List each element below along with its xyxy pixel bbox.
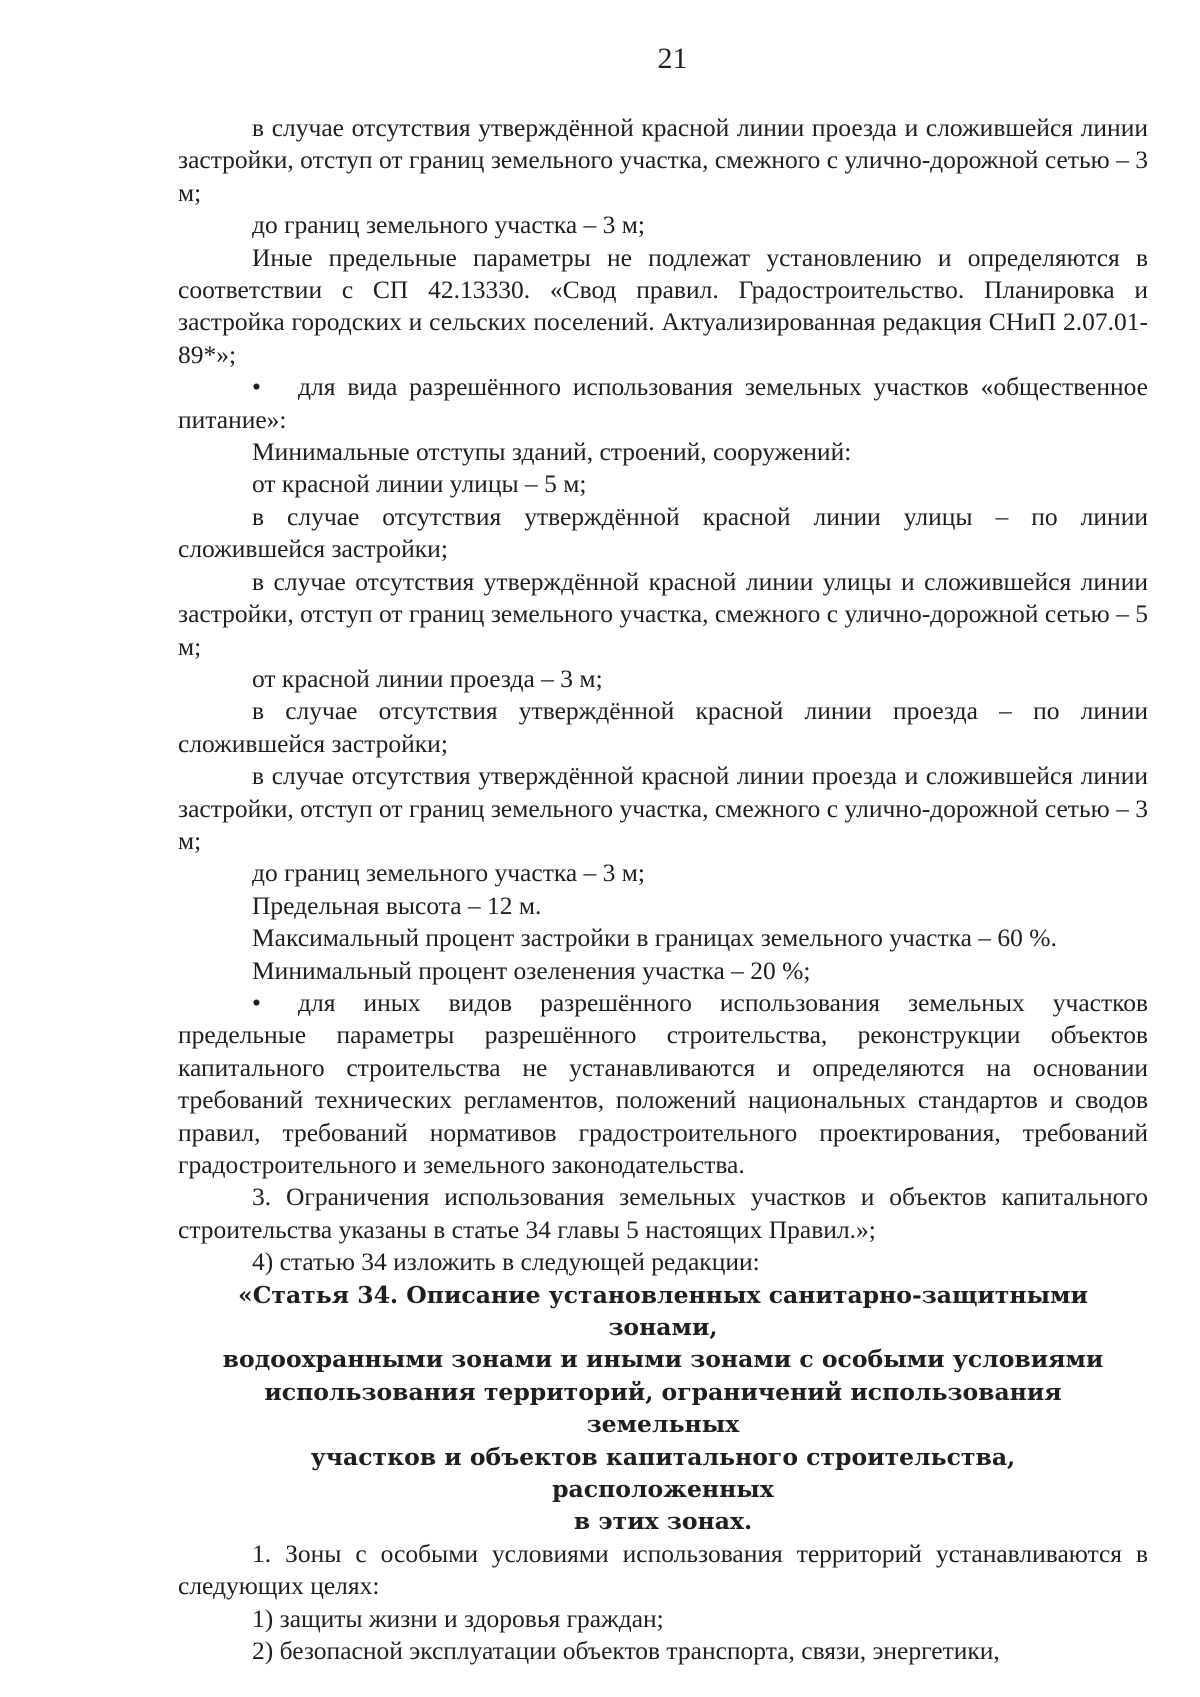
paragraph: 1. Зоны с особыми условиями использования территорий устанавливаются в следующих целях: bbox=[178, 1538, 1148, 1601]
article-heading bbox=[178, 1279, 1148, 1538]
heading-line: использования территорий, ограничений использования земельных bbox=[264, 1377, 1062, 1439]
paragraph: до границ земельного участка – 3 м; bbox=[252, 858, 646, 888]
paragraph: 4) статью 34 изложить в следующей редакции: bbox=[252, 1247, 760, 1277]
paragraph: Предельная высота – 12 м. bbox=[252, 890, 542, 920]
bullet-text: для иных видов разрешённого использования земельных участков предельные параметры разрешённого строительства, реконструкции объектов капитального строительства не устанавливаются и определяются на основании требований технических регламентов, положений национальных стандартов и сводов правил, требований нормативов градостроительного проектирования, требований градостроительного и земельного законодательства. bbox=[178, 987, 1148, 1179]
paragraph: в случае отсутствия утверждённой красной линии проезда и сложившейся линии застройки, отступ от границ земельного участка, смежного с улично-дорожной сетью – 3 м; bbox=[178, 113, 1148, 207]
paragraph: в случае отсутствия утверждённой красной линии проезда и сложившейся линии застройки, отступ от границ земельного участка, смежного с улично-дорожной сетью – 3 м; bbox=[178, 761, 1148, 855]
paragraph: в случае отсутствия утверждённой красной линии улицы и сложившейся линии застройки, отступ от границ земельного участка, смежного с улично-дорожной сетью – 5 м; bbox=[178, 566, 1148, 661]
bullet-item bbox=[178, 371, 1148, 436]
paragraph: 2) безопасной эксплуатации объектов транспорта, связи, энергетики, bbox=[252, 1636, 1000, 1666]
paragraph: Минимальный процент озеленения участка – 20 %; bbox=[252, 955, 811, 985]
bullet-icon: • bbox=[252, 987, 261, 1017]
paragraph: 1) защиты жизни и здоровья граждан; bbox=[252, 1603, 664, 1633]
bullet-icon: • bbox=[252, 372, 261, 402]
heading-line: водоохранными зонами и иными зонами с особыми условиями bbox=[222, 1345, 1104, 1374]
heading-line: «Статья 34. Описание установленных санитарно-защитными зонами, bbox=[238, 1280, 1088, 1342]
paragraph: от красной линии проезда – 3 м; bbox=[252, 663, 603, 693]
document-body bbox=[178, 112, 1148, 1668]
bullet-item bbox=[178, 987, 1148, 1181]
paragraph: от красной линии улицы – 5 м; bbox=[252, 469, 587, 499]
paragraph: Максимальный процент застройки в границах земельного участка – 60 %. bbox=[252, 923, 1057, 953]
paragraph: 3. Ограничения использования земельных участков и объектов капитального строительства указаны в статье 34 главы 5 настоящих Правил.»; bbox=[178, 1182, 1148, 1244]
paragraph: Иные предельные параметры не подлежат установлению и определяются в соответствии с СП 42.13330. «Свод правил. Градостроительство. Планировка и застройка городских и сельских поселений. Актуализированная редакция СНиП 2.07.01-89*»; bbox=[178, 242, 1148, 369]
bullet-text: для вида разрешённого использования земельных участков «общественное питание»: bbox=[178, 372, 1148, 434]
page-number: 21 bbox=[657, 42, 688, 75]
paragraph: в случае отсутствия утверждённой красной линии проезда – по линии сложившейся застройки; bbox=[178, 696, 1148, 758]
heading-line: в этих зонах. bbox=[573, 1507, 753, 1536]
heading-line: участков и объектов капитального строительства, расположенных bbox=[310, 1442, 1016, 1504]
paragraph: до границ земельного участка – 3 м; bbox=[252, 210, 646, 240]
paragraph: Минимальные отступы зданий, строений, сооружений: bbox=[252, 437, 852, 467]
paragraph: в случае отсутствия утверждённой красной линии улицы – по линии сложившейся застройки; bbox=[178, 501, 1148, 564]
